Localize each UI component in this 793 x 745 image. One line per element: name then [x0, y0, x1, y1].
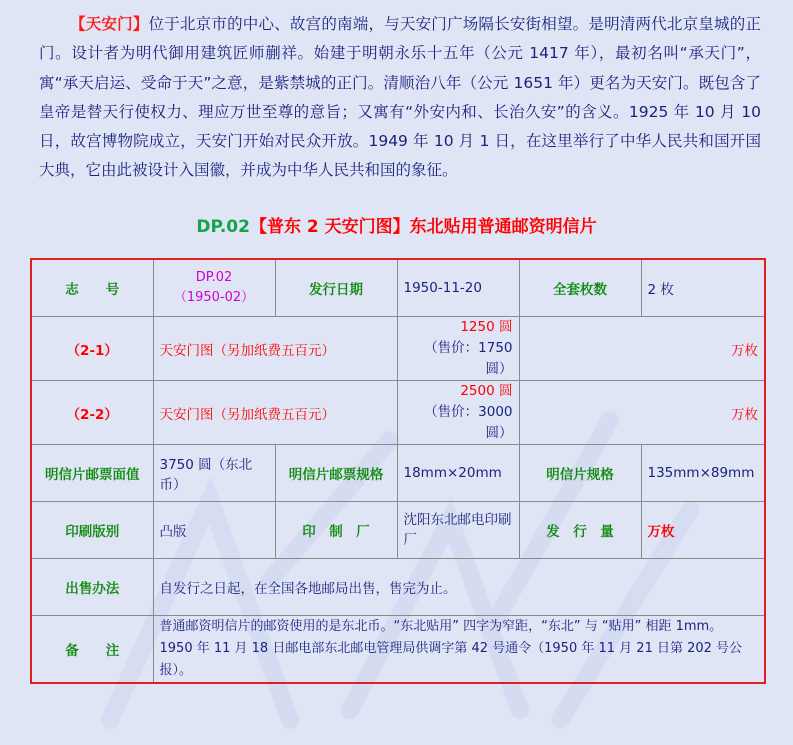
- page-title: [0, 212, 793, 237]
- item-label-2-2: （2-2）: [31, 381, 153, 445]
- remarks-value: [153, 616, 765, 684]
- table-row: [31, 317, 765, 381]
- label-set-count: 全套枚数: [519, 259, 641, 317]
- label-print-method: 印刷版别: [31, 502, 153, 559]
- sale-price-2-2: （售价：3000 圆）: [424, 404, 513, 441]
- item-qty-2-2: 万枚: [519, 381, 765, 445]
- stamp-info-table: [30, 258, 766, 684]
- label-zhihao: 志 号: [31, 259, 153, 317]
- item-qty-2-1: 万枚: [519, 317, 765, 381]
- item-price-2-2: [397, 381, 519, 445]
- title-text: 【普东 2 天安门图】东北贴用普通邮资明信片: [249, 217, 597, 237]
- remarks-line2: 1950 年 11 月 18 日邮电部东北邮电管理局供调字第 42 号通令（1950 年 11 月 21 日第 202 号公报）。: [159, 641, 743, 678]
- face-value: 3750 圆（东北币）: [153, 445, 275, 502]
- zhihao-line1: DP.02: [195, 270, 233, 285]
- issue-volume-value: 万枚: [641, 502, 765, 559]
- sale-method-value: 自发行之日起，在全国各地邮局出售，售完为止。: [153, 559, 765, 616]
- intro-keyword: 【天安门】: [70, 15, 149, 33]
- card-size-value: 135mm×89mm: [641, 445, 765, 502]
- table-row: [31, 616, 765, 684]
- item-label-2-1: （2-1）: [31, 317, 153, 381]
- printer-value: 沈阳东北邮电印刷厂: [397, 502, 519, 559]
- label-printer: 印 制 厂: [275, 502, 397, 559]
- price-2-1: 1250 圆: [460, 319, 513, 335]
- item-price-2-1: [397, 317, 519, 381]
- issue-date-value: 1950-11-20: [397, 259, 519, 317]
- set-count-value: 2 枚: [641, 259, 765, 317]
- stamp-size-value: 18mm×20mm: [397, 445, 519, 502]
- print-method-value: 凸版: [153, 502, 275, 559]
- table-row: [31, 259, 765, 317]
- table-row: [31, 502, 765, 559]
- intro-text: 位于北京市的中心、故宫的南端，与天安门广场隔长安街相望。是明清两代北京皇城的正门。设计者为明代御用建筑匠师蒯祥。始建于明朝永乐十五年（公元 1417 年），最初名叫“承天门”，寓“承天启运、受命于天”之意，是紫禁城的正门。清顺治八年（公元 1651 年）更名为天安门。既包含了皇帝是替天行使权力、理应万世至尊的意旨；又寓有“外安内和、长治久安”的含义。1925 年 10 月 10 日，故宫博物院成立，天安门开始对民众开放。1949 年 10 月 1 日，在这里举行了中华人民共和国开国大典，它由此被设计入国徽，并成为中华人民共和国的象征。: [39, 15, 761, 180]
- label-stamp-size: 明信片邮票规格: [275, 445, 397, 502]
- label-card-size: 明信片规格: [519, 445, 641, 502]
- sale-price-2-1: （售价：1750 圆）: [424, 340, 513, 377]
- label-face-value: 明信片邮票面值: [31, 445, 153, 502]
- label-sale-method: 出售办法: [31, 559, 153, 616]
- table-row: [31, 381, 765, 445]
- label-issue-date: 发行日期: [275, 259, 397, 317]
- item-name-2-1: 天安门图（另加纸费五百元）: [153, 317, 397, 381]
- intro-paragraph: [39, 10, 761, 186]
- zhihao-line2: （1950-02）: [173, 290, 255, 305]
- label-remarks: 备 注: [31, 616, 153, 684]
- price-2-2: 2500 圆: [460, 383, 513, 399]
- zhihao-value: [153, 259, 275, 317]
- label-issue-volume: 发 行 量: [519, 502, 641, 559]
- table-row: [31, 559, 765, 616]
- item-name-2-2: 天安门图（另加纸费五百元）: [153, 381, 397, 445]
- remarks-line1: 普通邮资明信片的邮资使用的是东北币。“东北贴用” 四字为窄距，“东北” 与 “贴用” 相距 1mm。: [159, 619, 723, 634]
- table-row: [31, 445, 765, 502]
- title-code: DP.02: [196, 217, 250, 237]
